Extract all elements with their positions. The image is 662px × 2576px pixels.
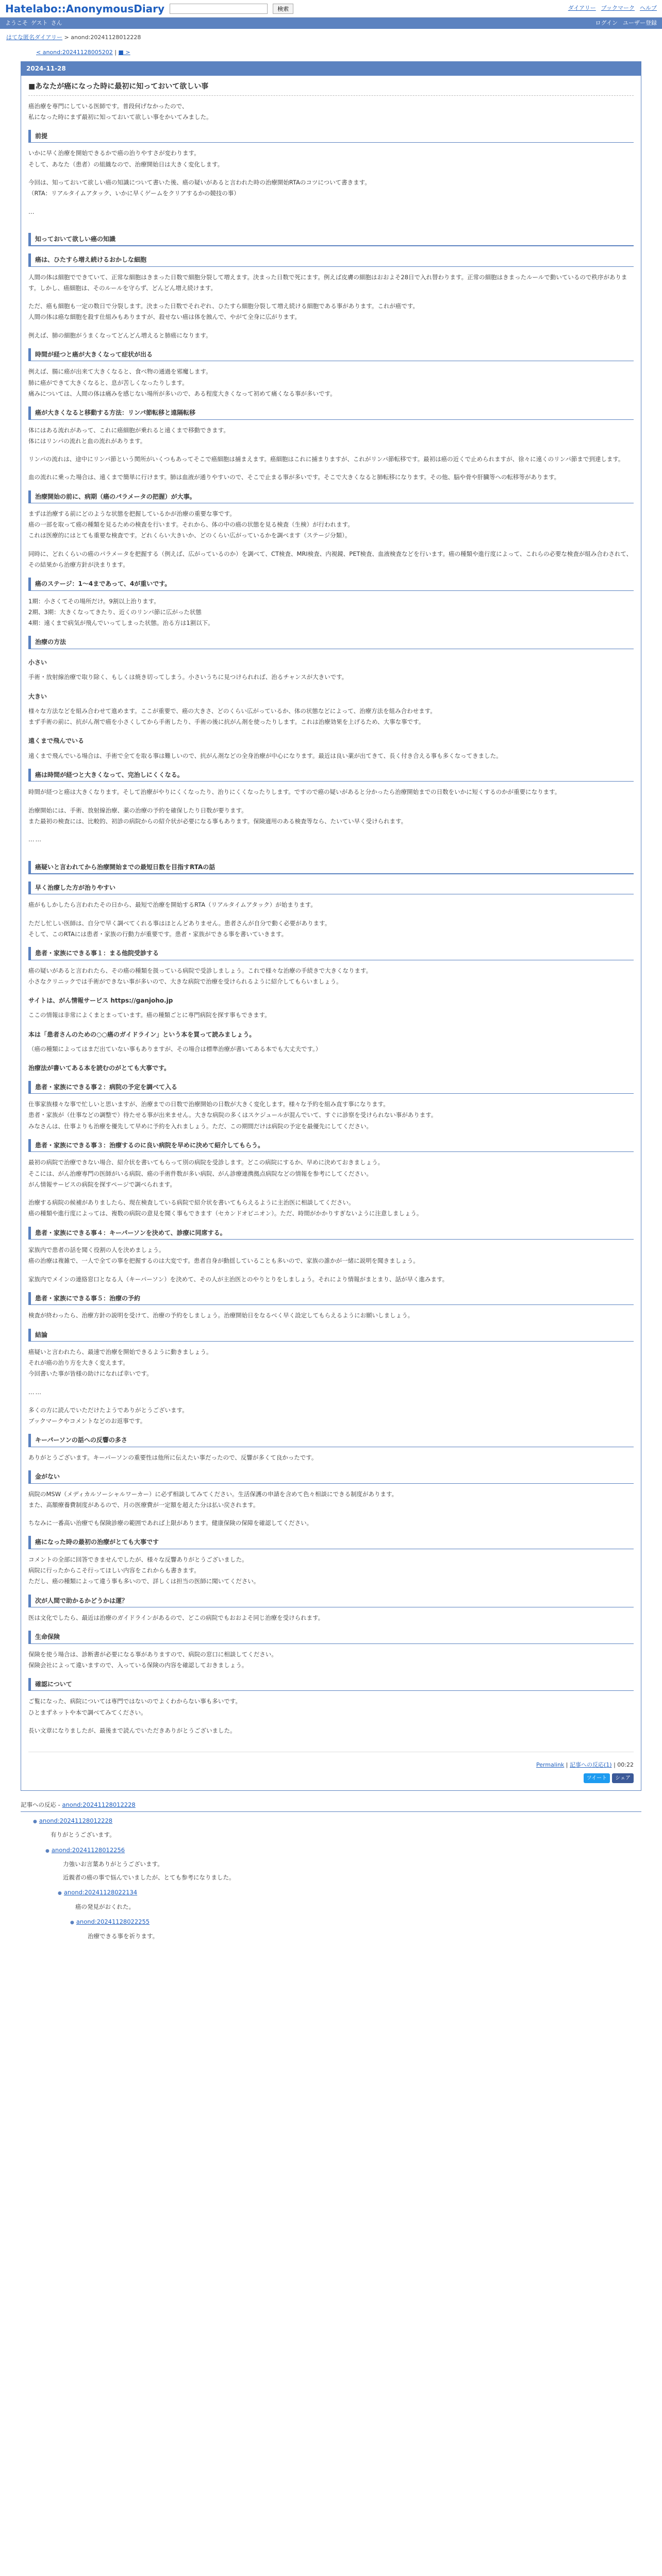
section-paragraph: リンパの流れは、途中にリンパ節という関所がいくつもあってそこで癌細胞は捕まえます。癌細胞はこれに捕まりますが、これがリンパ節転移です。最初は癌の近くで止められますが、徐々に遠くのリンパ節まで到達します。 (28, 455, 624, 463)
entry-container (21, 61, 641, 1791)
section-paragraph: 家族内で患者の話を聞く役割の人を決めましょう。 癌の治療は複雑で、一人で全ての事を把握するのは大変です。患者自身が動揺していることも多いので、家族の誰かが一緒に説明を聞きましょう。 (28, 1246, 419, 1265)
section-paragraph: コメントの全部に回答できませんでしたが、様々な反響ありがとうございました。 病院に行ったからこそ行ってほしい内容をこれからも書きます。 ただし、癌の種類によって違う事も多いので、詳しくは担当の医師に聞いてください。 (28, 1555, 260, 1585)
section-paragraph: 1期：小さくてその場所だけ。9割以上治ります。 2期、3期：大きくなってきたり、近くのリンパ節に広がった状態 4期：遠くまで病気が飛んでいってしまった状態。治る方は1割以下。 (28, 597, 214, 627)
guest-label: ゲスト (31, 19, 48, 26)
section-heading: 患者・家族にできる事４：キーパーソンを決めて、診療に同席する。 (28, 1227, 634, 1240)
section-paragraph: 医は文化でしたら、最近は治療のガイドラインがあるので、どこの病院でもおおよそ同じ治療を受けられます。 (28, 1614, 324, 1621)
section-heading: 癌は、ひたすら増え続けるおかしな細胞 (28, 253, 634, 266)
section-paragraph: 癌の疑いがあると言われたら、その癌の種類を扱っている病院で受診しましょう。これで様々な治療の手続きで大きくなります。 小さなクリニックでは手術ができない事が多いので、大きな病院で治療を受けられるように紹介してもらいましょう。 (28, 967, 372, 985)
comment-item (33, 1816, 641, 1840)
section-heading: 治療の方法 (28, 636, 634, 649)
comment-line: 癌の発見がおくれた。 (75, 1903, 135, 1910)
section-divider-dots: …… (28, 1388, 42, 1396)
section-heading: 知っておいて欲しい癌の知識 (28, 233, 634, 246)
section-paragraph: （癌の種類によってはまだ出ていない事もありますが、その場合は標準治療が書いてある本でも大丈夫です。） (28, 1045, 322, 1053)
section-heading: 本は「患者さんのための○○癌のガイドライン」という本を買って読みましょう。 (28, 1030, 256, 1038)
facebook-share-button[interactable]: シェア (612, 1773, 634, 1783)
comment-body (88, 1931, 641, 1942)
section-paragraph: 治療開始には、手術、放射線治療、薬の治療の予約を確保したり日数が要ります。 また最初の検査には、比較的、初診の病院からの紹介状が必要になる事もあります。保険適用のある検査等なら、たいてい早く受けられます。 (28, 806, 407, 825)
entry-body (21, 76, 641, 1790)
comments-header (21, 1800, 641, 1812)
comments-header-link[interactable]: anond:20241128012228 (62, 1801, 136, 1808)
section-heading: 癌が大きくなると移動する方法：リンパ節転移と遠隔転移 (28, 406, 634, 419)
navbar (0, 18, 662, 29)
section-paragraph: ご覧になった、病院については専門ではないのでよくわからない事も多いです。 ひとまずネットや本で調べてみてください。 (28, 1698, 241, 1716)
section-paragraph: ちなみに一番高い治療でも保険診療の範囲であれば上限があります。健康保険の保障を確認してください。 (28, 1519, 313, 1527)
section-heading: 大きい (28, 692, 47, 700)
breadcrumb (0, 29, 662, 47)
pager-sep: | (112, 48, 119, 56)
permalink-link[interactable]: Permalink (536, 1761, 565, 1769)
tweet-button[interactable]: ツイート (584, 1773, 610, 1783)
section-paragraph: 時間が経つと癌は大きくなります。そして治療がやりにくくなったり、治りにくくなったりします。ですので癌の疑いがあると分かったら治療開始までの日数をいかに短くするのかが重要になります。 (28, 788, 561, 796)
section-paragraph: 同時に、どれくらいの癌のパラメータを把握する（例えば、広がっているのか）を調べて、CT検査、MRI検査、内視鏡、PET検査、血液検査などを行います。癌の種類や進行度によって、これらの必要な検査が組み合わされて、その結果から治療方針が決まります。 (28, 550, 633, 569)
site-header (0, 0, 662, 18)
comment-line: 有りがとうございます。 (51, 1831, 115, 1839)
comment-author (58, 1888, 641, 1898)
section-heading: 前提 (28, 130, 634, 143)
section-paragraph: 家族内でメインの連絡窓口となる人（キーパーソン）を決めて、その人が主治医とのやりとりをしましょう。それにより情報がまとまり、話が早く進みます。 (28, 1275, 449, 1283)
section-paragraph: ただし忙しい医師は、自分で早く調べてくれる事はほとんどありません。患者さんが自分で動く必要があります。 そして、このRTAには患者・家族の行動力が重要です。患者・家族ができる事を書いていきます。 (28, 919, 331, 938)
section-heading: 次が人間で助かるかどうかは運？ (28, 1595, 634, 1607)
section-heading: 治療法が書いてある本を読むのがとても大事です。 (28, 1064, 171, 1072)
entry-date: 2024-11-28 (21, 62, 641, 75)
section-heading: 治療開始の前に、病期（癌のパラメータの把握）が大事。 (28, 490, 634, 503)
section-paragraph: ただ、癌も細胞も一定の数日で分裂します。決まった日数でそれぞれ、ひたすら細胞分裂して増え続ける細胞である事があります。これが癌です。 人間の体は癌な細胞を殺す仕組みもありますが、殺せない癌は体を蝕んで、やがて全身に広がります。 (28, 302, 419, 321)
section-paragraph: 長い文章になりましたが、最後まで読んでいただきありがとうございました。 (28, 1727, 236, 1735)
section-paragraph: 保険を使う場合は、診断書が必要になる事がありますので、病院の窓口に相談してください。 保険会社によって違いますので、入っている保険の内容を確認しておきましょう。 (28, 1650, 277, 1669)
section-heading: 患者・家族にできる事３：治療するのに良い病院を早めに決めて紹介してもらう。 (28, 1139, 634, 1152)
section-heading: 金がない (28, 1470, 634, 1483)
section-heading: 患者・家族にできる事２：病院の予定を調べて入る (28, 1081, 634, 1094)
section-heading: 確認について (28, 1678, 634, 1691)
next-entry-link[interactable]: ■ > (118, 48, 130, 56)
section-heading: 時間が経つと癌が大きくなって症状が出る (28, 348, 634, 361)
breadcrumb-sep: > (62, 34, 71, 41)
comments-header-label: 記事への反応 - (21, 1801, 62, 1808)
register-link[interactable]: ユーザー登録 (623, 19, 657, 26)
comment-author (33, 1816, 641, 1826)
comment-author (45, 1845, 641, 1856)
entry-time: 00:22 (617, 1761, 634, 1769)
section-paragraph: 遠くまで飛んでいる場合は、手術で全てを取る事は難しいので、抗がん剤などの全身治療が中心になります。最近は良い薬が出てきて、長く付き合える事も多くなってきました。 (28, 752, 502, 759)
search-button[interactable]: 検索 (273, 4, 293, 14)
prev-entry-link[interactable]: < anond:20241128005202 (36, 48, 113, 56)
intro-line: 癌治療を専門にしている医師です。普段何げなかったので、 (28, 102, 188, 110)
comment-author-link[interactable]: anond:20241128012256 (51, 1846, 125, 1854)
comment-line: 治療できる事を祈ります。 (88, 1932, 159, 1940)
comment-author-link[interactable]: anond:20241128022134 (63, 1889, 138, 1896)
section-paragraph: ここの情報は非常によくまとまっています。癌の種類ごとに専門病院を探す事もできます。 (28, 1011, 271, 1019)
header-link-diary[interactable]: ダイアリー (568, 5, 596, 12)
section-heading: 患者・家族にできる事５：治療の予約 (28, 1292, 634, 1305)
breadcrumb-home-link[interactable]: はてな匿名ダイアリー (6, 34, 63, 41)
section-paragraph: 癌疑いと言われたら、最速で治療を開始できるように動きましょう。 それが癌の治り方を大きく変えます。 今回書いた事が皆様の助けになれば幸いです。 (28, 1348, 212, 1378)
section-heading: 癌は時間が経つと大きくなって、完治しにくくなる。 (28, 769, 634, 782)
section-paragraph: まずは治療する前にどのような状態を把握しているかが治療の重要な事です。 癌の一部を取って癌の種類を見るための検査を行います。それから、体の中の癌の状態を見る検査（生検）が行われます。 これは医療的にはとても重要な検査です。どれくらい大きいか、どのくらい広がっているかを調べます（ステージ分類）。 (28, 510, 354, 539)
section-heading: 遠くまで飛んでいる (28, 737, 85, 745)
comment-body (51, 1830, 641, 1840)
section-heading: 生命保険 (28, 1631, 634, 1643)
section-heading: 小さい (28, 658, 47, 666)
section-paragraph: 病院のMSW（メディカルソーシャルワーカー）に必ず相談してみてください。生活保護の申請を含めて色々相談にできる制度があります。 また、高額療養費制度があるので、月の医療費が一定額を超えた分は払い戻されます。 (28, 1490, 398, 1509)
section-paragraph: 体にはある流れがあって、これに癌細胞が乗れると遠くまで移動できます。 体にはリンパの流れと血の流れがあります。 (28, 426, 229, 445)
section-heading: 癌のステージ：1～4まであって、4が重いです。 (28, 578, 634, 590)
footer-sep: | (564, 1761, 570, 1769)
section-paragraph: 最初の病院で治療できない場合、紹介状を書いてもらって別の病院を受診します。どこの病院にするか、早めに決めておきましょう。 そこには、がん治療専門の医師がいる病院、癌の手術件数が多い病院、がん診療連携拠点病院などの情報を参考にしてください。 がん情報サービスの病院を探すページで調べられます。 (28, 1159, 384, 1188)
welcome-label: ようこそ (5, 19, 28, 26)
section-heading: サイトは、がん情報サービス https://ganjoho.jp (28, 997, 173, 1005)
section-heading: キーパーソンの話への反響の多さ (28, 1434, 634, 1447)
share-buttons (28, 1773, 634, 1783)
section-divider-dots: …… (28, 836, 42, 843)
comment-body (75, 1902, 641, 1912)
comments-section (21, 1800, 641, 1941)
section-paragraph: 様々な方法などを組み合わせて進めます。ここが重要で、癌の大きさ、どのくらい広がっているか、体の状態などによって、治療方法を組み合わせます。 まず手術の前に、抗がん剤で癌を小さくしてから手術したり、手術の後に抗がん剤を使ったりします。これは治療効果を上げるため、大事な事です。 (28, 707, 436, 726)
section-paragraph: 治療する病院の候補がありましたら、現在検査している病院で紹介状を書いてもらえるように主治医に相談してください。 癌の種類や進行度によっては、複数の病院の意見を聞く事もできます（セカンドオピニオン）。ただ、時間がかかりすぎないように注意しましょう。 (28, 1199, 423, 1217)
entry-footer (28, 1752, 634, 1783)
section-divider-dots: … (28, 208, 36, 215)
entry-pager (0, 47, 662, 62)
section-paragraph: 多くの方に読んでいただけたようでありがとうございます。 ブックマークやコメントなどのお返事です。 (28, 1406, 188, 1425)
header-link-bookmark[interactable]: ブックマーク (601, 5, 635, 12)
section-paragraph: 例えば、腸に癌が出来て大きくなると、食べ物の通過を邪魔します。 肺に癌ができて大きくなると、息が苦しくなったりします。 痛みについては、人間の体は痛みを感じない場所が多いので、ある程度大きくなって初めて痛くなる事が多いです。 (28, 368, 336, 397)
section-paragraph: 手術・放射線治療で取り除く、もしくは焼き切ってしまう。小さいうちに見つけられれば、治るチャンスが大きいです。 (28, 673, 348, 681)
section-heading: 癌疑いと言われてから治療開始までの最短日数を目指すRTAの話 (28, 861, 634, 874)
section-paragraph: 仕事家族様々な事で忙しいと思いますが、治療までの日数で治療開始の日数が大きく変化します。様々な予約を組み直す事になります。 患者・家族が（仕事などの調整で）待たせる事が出来ません。大きな病院の多くはスケジュールが混んでいて、すぐに診察を受けられない事があります。 みなさんは、仕事よりも治療を優先して早めに予約を入れましょう。ただ、この期間だけは病院の予定を最優先にしてください。 (28, 1100, 437, 1130)
comment-item (70, 1917, 641, 1941)
comments-count-link[interactable]: 記事への反応(1) (570, 1761, 612, 1769)
comment-list (21, 1816, 641, 1942)
footer-sep: | (611, 1761, 618, 1769)
comment-line: 力強いお言葉ありがとうございます。 (63, 1860, 163, 1868)
section-paragraph: 血の流れに乗った場合は、遠くまで簡単に行けます。肺は血液が通りやすいので、そこで止まる事が多いです。そこで大きくなると肺転移になります。その他、脳や骨や肝臓等への転移等があります。 (28, 473, 560, 481)
comment-line: 近親者の癌の事で悩んでいましたが、とても参考になりました。 (63, 1873, 235, 1881)
header-link-help[interactable]: ヘルプ (640, 5, 657, 12)
section-heading: 癌になった時の最初の治療がとても大事です (28, 1536, 634, 1549)
san-label: さん (51, 19, 62, 26)
header-links (568, 4, 657, 13)
site-logo[interactable]: Hatelabo::AnonymousDiary (5, 2, 165, 15)
search-input[interactable] (170, 4, 268, 14)
comment-item (58, 1888, 641, 1912)
comment-author-link[interactable]: anond:20241128012228 (39, 1817, 113, 1824)
welcome-text (5, 19, 62, 28)
comment-author (70, 1917, 641, 1927)
comment-author-link[interactable]: anond:20241128022255 (76, 1918, 150, 1926)
section-heading: 結論 (28, 1329, 634, 1342)
comment-item (45, 1845, 641, 1883)
intro-line: 私になった時にまず最初に知っておいて欲しい事をかいてみました。 (28, 113, 212, 121)
entry-title: ■あなたが癌になった時に最初に知っておいて欲しい事 (28, 81, 634, 96)
section-heading: 早く治療した方が治りやすい (28, 882, 634, 894)
section-paragraph: 検査が終わったら、治療方針の説明を受けて、治療の予約をしましょう。治療開始日をなるべく早く設定してもらえるようにお願いしましょう。 (28, 1312, 414, 1319)
section-paragraph: いかに早く治療を開始できるかで癌の治りやすさが変わります。 そして、あなた（患者）の組織なので、治療開始日は大きく変化します。 (28, 149, 224, 168)
breadcrumb-current: anond:20241128012228 (71, 34, 141, 41)
entry-intro (28, 101, 634, 123)
section-paragraph: 例えば、肺の細胞がうまくなってどんどん増えると肺癌になります。 (28, 331, 212, 339)
account-links (595, 19, 657, 28)
comment-body (63, 1859, 641, 1883)
section-paragraph: 今回は、知っておいて欲しい癌の知識について書いた後、癌の疑いがあると言われた時の治療開始RTAのコツについて書きます。 （RTA：リアルタイムアタック、いかに早くゲームをクリアするかの競技の事） (28, 179, 371, 197)
section-paragraph: ありがとうございます。キーパーソンの重要性は他所に伝えたい事だったので、反響が多くて良かったです。 (28, 1453, 318, 1461)
section-paragraph: 癌がもしかしたら言われたその日から、最短で治療を開始するRTA（リアルタイムアタック）が始まります。 (28, 901, 317, 909)
section-heading: 患者・家族にできる事１：まる他院受診する (28, 947, 634, 960)
entry-sections (28, 130, 634, 1736)
section-paragraph: 人間の体は細胞でできていて、正常な細胞はきまった日数で細胞分裂して増えます。決まった日数で死にます。例えば皮膚の細胞はおおよそ28日で入れ替わります。正常の細胞はきまったルールで動いているので秩序があります。しかし、癌細胞は、そのルールを守らず、どんどん増え続けます。 (28, 273, 627, 292)
login-link[interactable]: ログイン (595, 19, 618, 26)
